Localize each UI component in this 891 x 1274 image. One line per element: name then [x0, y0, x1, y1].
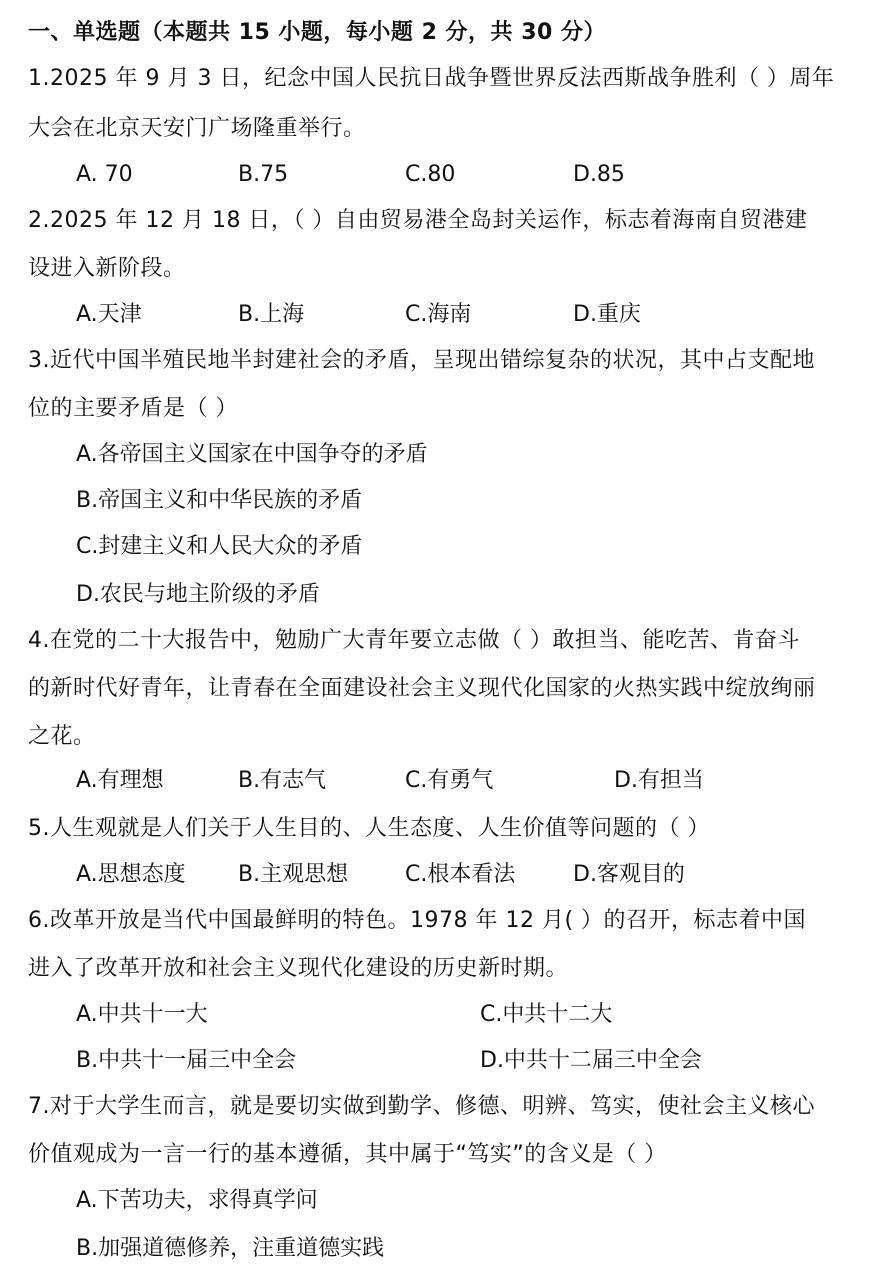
question-1-line-1: 1.2025 年 9 月 3 日，纪念中国人民抗日战争暨世界反法西斯战争胜利（ ）周年 [28, 66, 835, 91]
question-2-option-c: C.海南 [405, 302, 472, 327]
question-2-option-b: B.上海 [238, 302, 305, 327]
question-5-option-a: A.思想态度 [76, 862, 186, 887]
question-4-line-1: 4.在党的二十大报告中，勉励广大青年要立志做（ ）敢担当、能吃苦、肯奋斗 [28, 628, 800, 653]
question-5-line-1: 5.人生观就是人们关于人生目的、人生态度、人生价值等问题的（ ） [28, 816, 710, 841]
question-6-option-b: B.中共十一届三中全会 [76, 1048, 297, 1073]
question-7-line-1: 7.对于大学生而言，就是要切实做到勤学、修德、明辨、笃实，使社会主义核心 [28, 1094, 815, 1119]
question-6-line-2: 进入了改革开放和社会主义现代化建设的历史新时期。 [28, 956, 569, 981]
question-6-option-d: D.中共十二届三中全会 [480, 1048, 702, 1073]
question-5-option-d: D.客观目的 [573, 862, 685, 887]
question-4-line-3: 之花。 [28, 724, 96, 749]
question-5-option-b: B.主观思想 [238, 862, 349, 887]
question-4-option-d: D.有担当 [614, 768, 704, 793]
question-4-option-c: C.有勇气 [405, 768, 494, 793]
section-title: 一、单选题（本题共 15 小题，每小题 2 分，共 30 分） [28, 20, 606, 45]
question-6-line-1: 6.改革开放是当代中国最鲜明的特色。1978 年 12 月( ）的召开，标志着中国 [28, 908, 807, 933]
question-7-line-2: 价值观成为一言一行的基本遵循，其中属于“笃实”的含义是（ ） [28, 1142, 667, 1167]
question-3-option-a: A.各帝国主义国家在中国争夺的矛盾 [76, 442, 428, 467]
question-1-line-2: 大会在北京天安门广场隆重举行。 [28, 116, 366, 141]
question-3-option-c: C.封建主义和人民大众的矛盾 [76, 534, 363, 559]
question-4-option-b: B.有志气 [238, 768, 327, 793]
question-3-line-2: 位的主要矛盾是（ ） [28, 396, 238, 421]
question-3-line-1: 3.近代中国半殖民地半封建社会的矛盾，呈现出错综复杂的状况，其中占支配地 [28, 348, 815, 373]
question-2-option-a: A.天津 [76, 302, 142, 327]
question-7-option-b: B.加强道德修养，注重道德实践 [76, 1236, 385, 1261]
question-2-line-1: 2.2025 年 12 月 18 日，（ ）自由贸易港全岛封关运作，标志着海南自贸港建 [28, 208, 808, 233]
question-3-option-d: D.农民与地主阶级的矛盾 [76, 582, 320, 607]
question-7-option-a: A.下苦功夫，求得真学问 [76, 1188, 318, 1213]
question-1-option-d: D.85 [573, 162, 625, 187]
question-2-option-d: D.重庆 [573, 302, 641, 327]
question-1-option-b: B.75 [238, 162, 289, 187]
question-4-line-2: 的新时代好青年，让青春在全面建设社会主义现代化国家的火热实践中绽放绚丽 [28, 676, 816, 701]
question-2-line-2: 设进入新阶段。 [28, 256, 186, 281]
question-6-option-c: C.中共十二大 [480, 1002, 613, 1027]
question-3-option-b: B.帝国主义和中华民族的矛盾 [76, 488, 363, 513]
question-4-option-a: A.有理想 [76, 768, 164, 793]
question-1-option-c: C.80 [405, 162, 456, 187]
question-6-option-a: A.中共十一大 [76, 1002, 208, 1027]
question-1-option-a: A. 70 [76, 162, 133, 187]
question-5-option-c: C.根本看法 [405, 862, 516, 887]
